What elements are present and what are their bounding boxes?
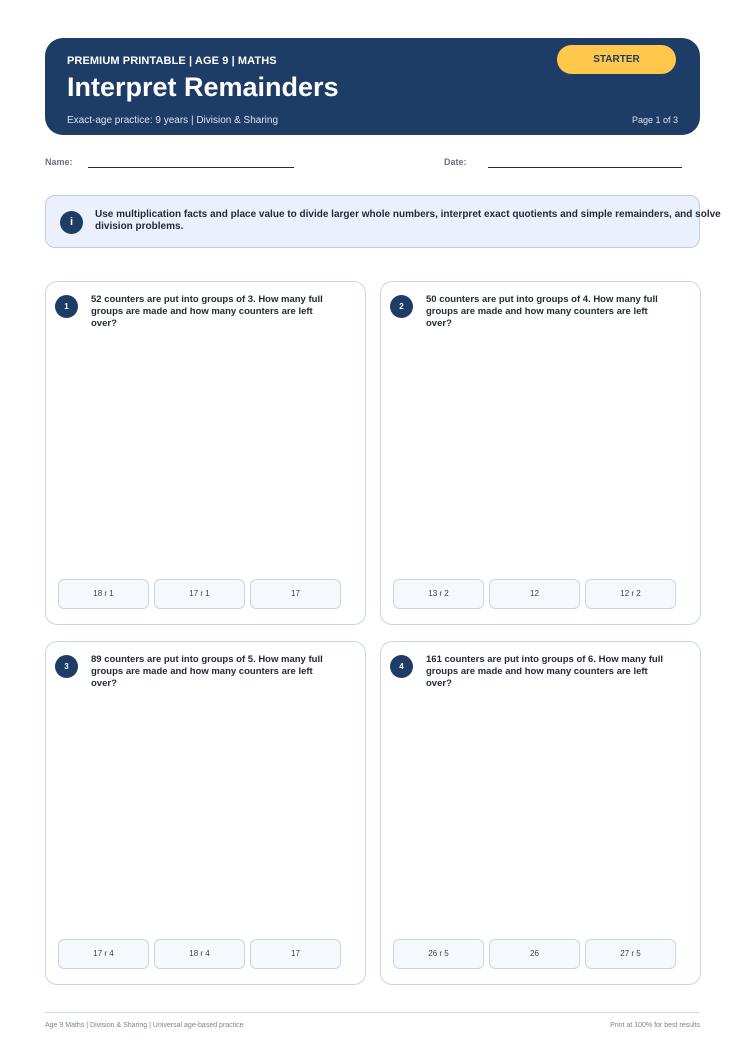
info-icon: i xyxy=(60,211,83,234)
question-text: 89 counters are put into groups of 5. How many full groups are made and how many counters are left over? xyxy=(91,654,323,689)
question-text: 52 counters are put into groups of 3. How many full groups are made and how many counters are left over? xyxy=(91,294,323,329)
header-subtitle: Exact-age practice: 9 years | Division & Sharing xyxy=(67,115,279,126)
instruction-box xyxy=(45,195,721,248)
question-card-3 xyxy=(45,641,366,985)
question-card-1 xyxy=(45,281,366,625)
answer-option[interactable]: 17 r 1 xyxy=(154,579,245,609)
answer-option[interactable]: 26 xyxy=(489,939,580,969)
question-card-2 xyxy=(380,281,701,625)
answer-option[interactable]: 12 r 2 xyxy=(585,579,676,609)
answer-option[interactable]: 17 xyxy=(250,939,341,969)
answer-option[interactable]: 26 r 5 xyxy=(393,939,484,969)
footer-left: Age 9 Maths | Division & Sharing | Universal age-based practice xyxy=(45,1022,244,1029)
answer-options xyxy=(58,939,341,969)
answer-option[interactable]: 17 r 4 xyxy=(58,939,149,969)
question-text: 50 counters are put into groups of 4. How many full groups are made and how many counters are left over? xyxy=(426,294,658,329)
answer-option[interactable]: 18 r 1 xyxy=(58,579,149,609)
answer-option[interactable]: 13 r 2 xyxy=(393,579,484,609)
page-indicator: Page 1 of 3 xyxy=(631,115,678,125)
answer-option[interactable]: 27 r 5 xyxy=(585,939,676,969)
answer-option[interactable]: 12 xyxy=(489,579,580,609)
footer-right: Print at 100% for best results xyxy=(610,1022,700,1029)
answer-options xyxy=(393,939,676,969)
question-number: 1 xyxy=(55,295,78,318)
date-label: Date: xyxy=(444,157,467,167)
answer-options xyxy=(393,579,676,609)
question-card-4 xyxy=(380,641,701,985)
answer-option[interactable]: 17 xyxy=(250,579,341,609)
name-field[interactable] xyxy=(88,167,294,168)
question-text: 161 counters are put into groups of 6. How many full groups are made and how many counters are left over? xyxy=(426,654,664,689)
footer-divider xyxy=(45,1012,700,1013)
date-field[interactable] xyxy=(488,167,682,168)
page-title: Interpret Remainders xyxy=(67,72,339,102)
question-number: 3 xyxy=(55,655,78,678)
question-number: 4 xyxy=(390,655,413,678)
level-badge: STARTER xyxy=(557,45,676,74)
worksheet-header xyxy=(45,38,700,135)
header-kicker: PREMIUM PRINTABLE | AGE 9 | MATHS xyxy=(67,55,277,67)
answer-options xyxy=(58,579,341,609)
answer-option[interactable]: 18 r 4 xyxy=(154,939,245,969)
instruction-text: Use multiplication facts and place value to divide larger whole numbers, interpret exact quotients and simple remainders, and solve division problems. xyxy=(95,209,721,232)
question-number: 2 xyxy=(390,295,413,318)
name-label: Name: xyxy=(45,157,73,167)
